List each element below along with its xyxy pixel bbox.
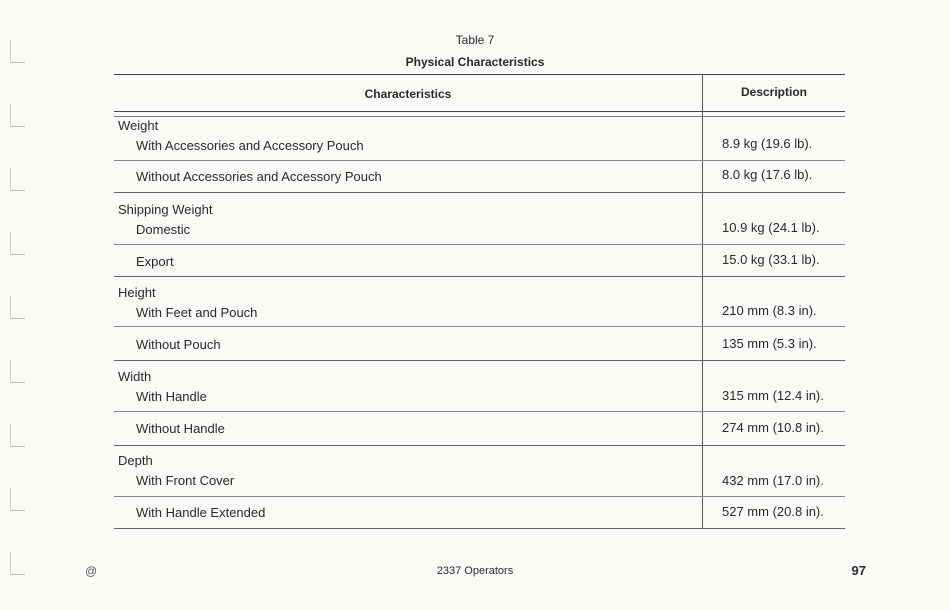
header-characteristics: Characteristics — [364, 87, 452, 101]
row-label: With Feet and Pouch — [136, 305, 258, 320]
row-value: 210 mm (8.3 in). — [722, 303, 817, 318]
page-number: 97 — [851, 563, 866, 578]
row-value: 8.0 kg (17.6 lb). — [722, 167, 813, 182]
binder-mark — [10, 104, 25, 127]
footer-manual-title: 2337 Operators — [436, 565, 514, 577]
row-value: 15.0 kg (33.1 lb). — [722, 252, 820, 267]
binder-mark — [10, 360, 25, 383]
row-value: 315 mm (12.4 in). — [722, 388, 824, 403]
column-divider — [702, 74, 703, 528]
row-label: Domestic — [136, 222, 191, 237]
row-label: With Handle Extended — [136, 505, 266, 520]
footer-symbol: @ — [85, 564, 98, 578]
characteristics-table — [114, 74, 845, 520]
group-title-width: Width — [118, 369, 152, 384]
binder-mark — [10, 232, 25, 255]
group-divider — [114, 445, 845, 446]
table-header — [114, 74, 845, 112]
binder-mark — [10, 424, 25, 447]
row-divider — [114, 160, 845, 161]
row-divider — [114, 326, 845, 327]
row-value: 274 mm (10.8 in). — [722, 420, 824, 435]
row-label: With Front Cover — [136, 473, 235, 488]
row-value: 10.9 kg (24.1 lb). — [722, 220, 820, 235]
row-label: Export — [136, 254, 174, 269]
row-divider — [114, 496, 845, 497]
row-label: With Handle — [136, 389, 207, 404]
row-value: 8.9 kg (19.6 lb). — [722, 136, 813, 151]
group-divider — [114, 360, 845, 361]
group-title-depth: Depth — [118, 453, 153, 468]
table-title: Physical Characteristics — [405, 55, 545, 69]
group-divider — [114, 276, 845, 277]
header-divider — [114, 116, 845, 117]
row-label: Without Handle — [136, 421, 225, 436]
row-value: 432 mm (17.0 in). — [722, 473, 824, 488]
row-label: Without Accessories and Accessory Pouch — [136, 169, 382, 184]
row-label: Without Pouch — [136, 337, 221, 352]
binder-mark — [10, 168, 25, 191]
row-label: With Accessories and Accessory Pouch — [136, 138, 364, 153]
binder-mark — [10, 296, 25, 319]
binder-mark — [10, 488, 25, 511]
row-divider — [114, 411, 845, 412]
row-divider — [114, 244, 845, 245]
group-divider — [114, 192, 845, 193]
row-value: 527 mm (20.8 in). — [722, 504, 824, 519]
group-title-height: Height — [118, 285, 156, 300]
table-number: Table 7 — [455, 33, 495, 47]
row-value: 135 mm (5.3 in). — [722, 336, 817, 351]
header-description: Description — [740, 85, 807, 99]
table-bottom-rule — [114, 528, 845, 529]
group-title-weight: Weight — [118, 118, 159, 133]
group-title-shipping-weight: Shipping Weight — [118, 202, 213, 217]
